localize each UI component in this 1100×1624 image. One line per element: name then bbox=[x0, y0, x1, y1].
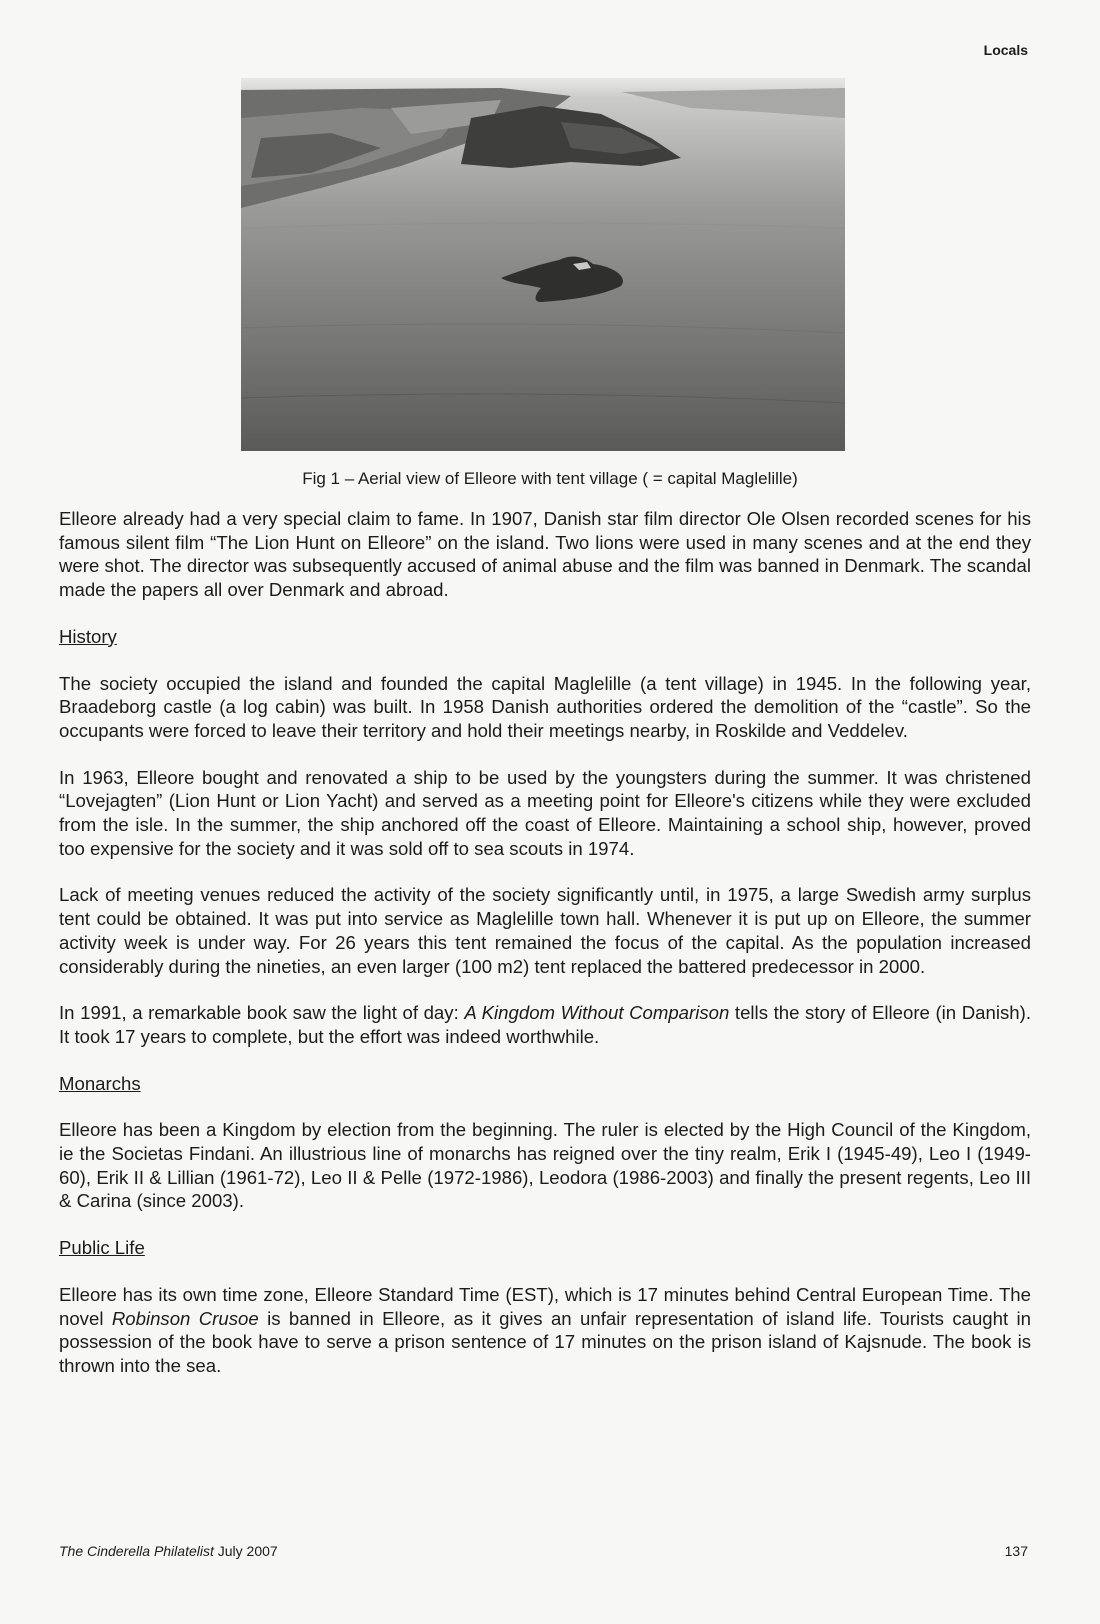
article-body bbox=[59, 507, 1031, 1401]
history-paragraph-3: Lack of meeting venues reduced the activity of the society significantly until, in 1975, a large Swedish army surplus tent could be obtained. It was put into service as Maglelille town hall. Whenever it is put up on Elleore, the summer activity week is under way. For 26 years this tent remained the focus of the capital. As the population increased considerably during the nineties, an even larger (100 m2) tent replaced the battered predecessor in 2000. bbox=[59, 884, 1031, 977]
aerial-photo bbox=[241, 78, 845, 451]
history-4-text-start: In 1991, a remarkable book saw the light of day: bbox=[59, 1002, 465, 1024]
section-heading-monarchs: Monarchs bbox=[59, 1072, 141, 1094]
footer-publication bbox=[59, 1543, 278, 1559]
figure-caption: Fig 1 – Aerial view of Elleore with tent village ( = capital Maglelille) bbox=[302, 469, 798, 488]
public-life-paragraph bbox=[59, 1283, 1031, 1378]
public-text-end: is banned in Elleore, as it gives an unfair representation of island life. Tourists caught in possession of the book have to serve a prison sentence of 17 minutes on the prison island of Kajsnude. The book is thrown into the sea. bbox=[59, 1307, 1031, 1376]
intro-paragraph: Elleore already had a very special claim to fame. In 1907, Danish star film director Ole Olsen recorded scenes for his famous silent film “The Lion Hunt on Elleore” on the island. Two lions were used in many scenes and at the end they were shot. The director was subsequently accused of animal abuse and the film was banned in Denmark. The scandal made the papers all over Denmark and abroad. bbox=[59, 508, 1031, 601]
issue-date: July 2007 bbox=[217, 1543, 278, 1559]
monarchs-paragraph: Elleore has been a Kingdom by election from the beginning. The ruler is elected by the High Council of the Kingdom, ie the Societas Findani. An illustrious line of monarchs has reigned over the tiny realm, Erik I (1945-49), Leo I (1949-60), Erik II & Lillian (1961-72), Leo II & Pelle (1972-1986), Leodora (1986-2003) and finally the present regents, Leo III & Carina (since 2003). bbox=[59, 1119, 1031, 1212]
history-4-text-end: tells the story of Elleore (in Danish). It took 17 years to complete, but the effort was indeed worthwhile. bbox=[59, 1002, 1031, 1047]
novel-title: Robinson Crusoe bbox=[111, 1307, 259, 1329]
section-heading-public-life: Public Life bbox=[59, 1237, 145, 1259]
history-paragraph-2: In 1963, Elleore bought and renovated a ship to be used by the youngsters during the summer. It was christened “Lovejagten” (Lion Hunt or Lion Yacht) and served as a meeting point for Elleore's citizens while they were excluded from the isle. In the summer, the ship anchored off the coast of Elleore. Maintaining a school ship, however, proved too expensive for the society and it was sold off to sea scouts in 1974. bbox=[59, 766, 1031, 859]
page-number: 137 bbox=[1004, 1543, 1028, 1559]
history-paragraph-1: The society occupied the island and founded the capital Maglelille (a tent village) in 1945. In the following year, Braadeborg castle (a log cabin) was built. In 1958 Danish authorities ordered the demolition of the “castle”. So the occupants were forced to leave their territory and hold their meetings nearby, in Roskilde and Veddelev. bbox=[59, 672, 1031, 741]
running-head: Locals bbox=[983, 42, 1028, 58]
history-paragraph-4 bbox=[59, 1001, 1031, 1048]
section-heading-history: History bbox=[59, 625, 117, 647]
publication-name: The Cinderella Philatelist bbox=[59, 1543, 214, 1559]
book-title: A Kingdom Without Comparison bbox=[464, 1002, 730, 1024]
public-text-start: Elleore has its own time zone, Elleore Standard Time (EST), which is 17 minutes behind Central European Time. The novel bbox=[59, 1283, 1031, 1329]
